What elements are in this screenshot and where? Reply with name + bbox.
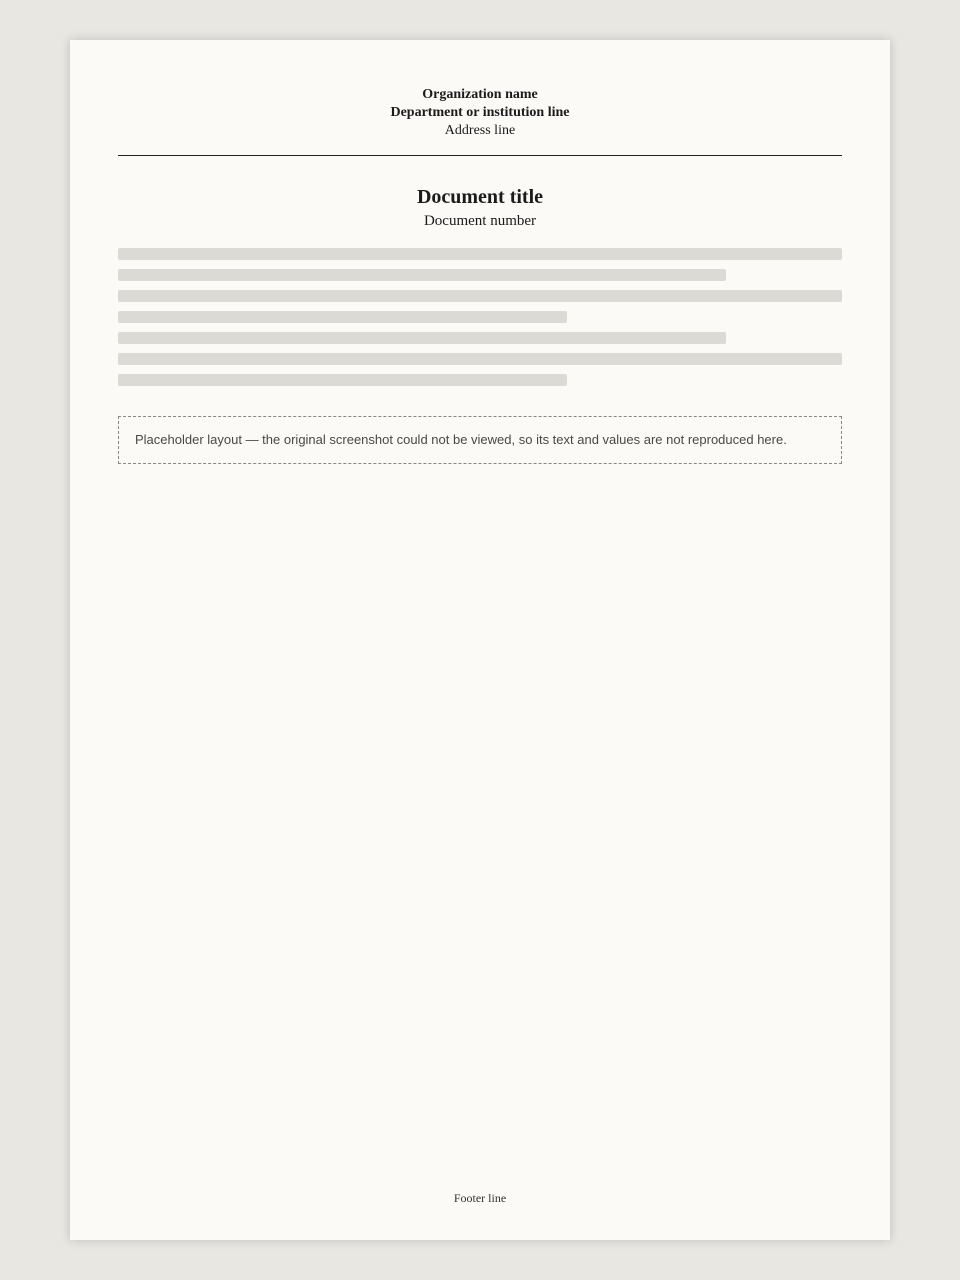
placeholder-line bbox=[118, 248, 842, 260]
document-title: Document title bbox=[416, 185, 544, 208]
document-number: Document number bbox=[423, 212, 537, 229]
header-divider bbox=[118, 155, 842, 156]
placeholder-line bbox=[118, 353, 842, 365]
placeholder-line bbox=[118, 332, 726, 344]
placeholder-line bbox=[118, 269, 726, 281]
placeholder-line bbox=[118, 374, 567, 386]
placeholder-line bbox=[118, 311, 567, 323]
organization-header bbox=[118, 86, 842, 141]
body-placeholder bbox=[118, 248, 842, 386]
organization-subline: Department or institution line bbox=[390, 105, 570, 121]
page-footer: Footer line bbox=[453, 1191, 507, 1205]
document-sheet bbox=[70, 40, 890, 1240]
placeholder-notice: Placeholder layout — the original screenshot could not be viewed, so its text and values are not reproduced here. bbox=[118, 416, 842, 464]
organization-address: Address line bbox=[444, 123, 516, 139]
placeholder-line bbox=[118, 290, 842, 302]
organization-name: Organization name bbox=[422, 87, 538, 102]
